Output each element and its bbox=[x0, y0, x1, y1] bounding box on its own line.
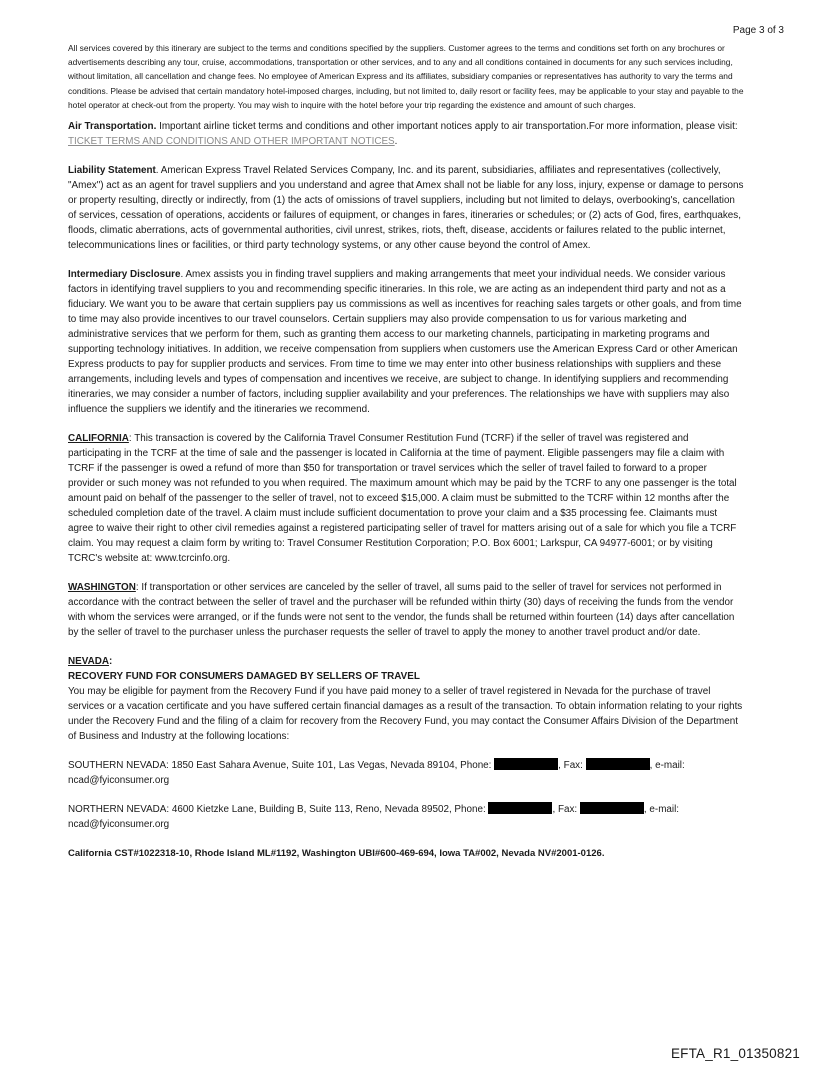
liability-heading: Liability Statement bbox=[68, 165, 156, 177]
email-label: , e-mail: bbox=[649, 760, 685, 772]
california-paragraph bbox=[68, 431, 744, 566]
liability-paragraph bbox=[68, 163, 744, 253]
fax-label: , Fax: bbox=[558, 760, 586, 772]
nevada-text: You may be eligible for payment from the Recovery Fund if you have paid money to a seller of travel registered in Nevada for the purchase of travel services or a vacation certificate and you have suffered certain financial damages as a result of the transaction. To obtain information relating to your rights under the Recovery Fund and the filing of a claim for recovery from the Recovery Fund, you may contact the Consumer Affairs Division of the Department of Business and Industry at the following locations: bbox=[68, 686, 743, 743]
northern-nevada-address: NORTHERN NEVADA: 4600 Kietzke Lane, Building B, Suite 113, Reno, Nevada 89502, Phone: bbox=[68, 804, 489, 816]
nevada-colon: : bbox=[108, 656, 113, 668]
california-heading: CALIFORNIA bbox=[68, 433, 129, 445]
air-transportation-text: Important airline ticket terms and conditions and other important notices apply to air transportation.For more information, please visit: bbox=[156, 121, 738, 133]
air-transportation-heading: Air Transportation. bbox=[68, 121, 157, 133]
fax-label: , Fax: bbox=[552, 804, 580, 816]
page-number: Page 3 of 3 bbox=[732, 25, 784, 36]
email-label: , e-mail: bbox=[643, 804, 680, 816]
washington-text: : If transportation or other services are canceled by the seller of travel, all sums paid to the seller of travel for services not performed in accordance with the contract between the seller of travel and the purchaser will be refunded within thirty (30) days of receiving the funds from the vendor with whom the services were arranged, or if the funds were not sent to the vendor, the funds shall be returned within fourteen (14) days after cancellation by the seller of travel to the purchaser unless the purchaser requests the seller of travel to apply the money to another travel product and/or date. bbox=[68, 582, 735, 639]
southern-nevada-email: ncad@fyiconsumer.org bbox=[68, 775, 170, 787]
nevada-paragraph bbox=[68, 654, 744, 744]
redacted-fax-block bbox=[580, 802, 644, 814]
intermediary-text: . Amex assists you in finding travel suppliers and making arrangements that meet your individual needs. We consider various factors in identifying travel suppliers to you and recommending specific itineraries. In this role, we are acting as an independent third party and not as a fiduciary. We want you to be aware that certain suppliers pay us commissions as well as incentives for reaching sales targets or other goals, and from time to time may also provide incentives to our travel counselors. Certain suppliers may also provide compensation to us for various marketing and administrative services that we perform for them, such as granting them access to our marketing channels, participating in marketing programs and supporting technology initiatives. In addition, we receive compensation from suppliers when customers use the American Express Card or other American Express products to pay for supplier products and services. From time to time we may enter into other business relationships with suppliers and these arrangements, including levels and types of compensation and incentives we receive, are subject to change. In identifying suppliers and recommending itineraries, we may consider a number of factors, including supplier availability and your preferences. The relationships we have with suppliers may also influence the suppliers we identify and the itineraries we recommend. bbox=[68, 269, 742, 416]
southern-nevada-contact bbox=[68, 758, 744, 788]
registration-numbers: California CST#1022318-10, Rhode Island ML#1192, Washington UBI#600-469-694, Iowa TA#002, Nevada NV#2001-0126. bbox=[68, 848, 605, 860]
northern-nevada-email: ncad@fyiconsumer.org bbox=[68, 819, 170, 831]
air-transportation-end: . bbox=[394, 136, 398, 148]
terms-paragraph: All services covered by this itinerary are subject to the terms and conditions specified by the suppliers. Customer agrees to the terms and conditions set forth on any brochures or advertisements describing any tour, cruise, accommodations, transportation or other services, and to any and all conditions contained in documents for any such services including, without limitation, all cancellation and change fees. No employee of American Express and its affiliates, subsidiary companies or representatives has authority to vary the terms and conditions. Please be advised that certain mandatory hotel-imposed charges, including, but not limited to, daily resort or facility fees, may be applicable to your stay and payable to the hotel operator at check-out from the property. You may wish to inquire with the hotel before your trip regarding the existence and amount of such charges. bbox=[68, 43, 744, 110]
document-body bbox=[68, 41, 744, 861]
redacted-phone-block bbox=[494, 758, 558, 770]
liability-text: . American Express Travel Related Services Company, Inc. and its parent, subsidiaries, affiliates and representatives (collectively, "Amex") act as an agent for travel suppliers and you understand and agree that Amex shall not be liable for any loss, injury, expense or damage to persons or property resulting, directly or indirectly, from (1) the acts of omissions of travel suppliers, including but not limited to delays, overbooking's, cancellation of services, cessation of operations, accidents or failures of equipment, or changes in fares, itineraries or schedules; or (2) acts of God, fires, earthquakes, floods, climatic aberrations, acts of governmental authorities, civil unrest, strikes, riots, theft, disease, accidents or failures related to the public internet, telecommunications lines or facilities, or third party technology systems, or any other cause beyond the control of Amex. bbox=[68, 165, 744, 252]
nevada-heading: NEVADA bbox=[68, 656, 109, 668]
intermediary-paragraph bbox=[68, 267, 744, 417]
california-text: : This transaction is covered by the California Travel Consumer Restitution Fund (TCRF) if the seller of travel was registered and participating in the TCRF at the time of sale and the passenger is located in California at the time of payment. Eligible passengers may file a claim with TCRF if the passenger is owed a refund of more than $50 for transportation or travel services which the seller of travel failed to forward to a proper provider or such money was not refunded to you when required. The maximum amount which may be paid by the TCRF to any one passenger is the total amount paid on behalf of the passenger to the seller of travel, not to exceed $15,000. A claim must be submitted to the TCRF within 12 months after the scheduled completion date of the travel. A claim must include sufficient documentation to prove your claim and a $35 processing fee. Claimants must agree to waive their right to other civil remedies against a registered participating seller of travel for matters arising out of a sale for which you file a TCRF claim. You may request a claim form by writing to: Travel Consumer Restitution Corporation; P.O. Box 6001; Larkspur, CA 94977-6001; or by visiting TCRC's website at: www.tcrcinfo.org. bbox=[68, 433, 737, 565]
southern-nevada-address: SOUTHERN NEVADA: 1850 East Sahara Avenue, Suite 101, Las Vegas, Nevada 89104, Phone: bbox=[68, 760, 495, 772]
air-transportation-paragraph bbox=[68, 119, 744, 149]
nevada-subheading: RECOVERY FUND FOR CONSUMERS DAMAGED BY SELLERS OF TRAVEL bbox=[68, 671, 420, 683]
document-id: EFTA_R1_01350821 bbox=[670, 1046, 800, 1061]
washington-paragraph bbox=[68, 580, 744, 640]
redacted-fax-block bbox=[586, 758, 650, 770]
washington-heading: WASHINGTON bbox=[68, 582, 136, 594]
ticket-terms-link[interactable]: TICKET TERMS AND CONDITIONS AND OTHER IMPORTANT NOTICES bbox=[68, 136, 395, 148]
intermediary-heading: Intermediary Disclosure bbox=[68, 269, 181, 281]
redacted-phone-block bbox=[488, 802, 552, 814]
northern-nevada-contact bbox=[68, 802, 744, 832]
